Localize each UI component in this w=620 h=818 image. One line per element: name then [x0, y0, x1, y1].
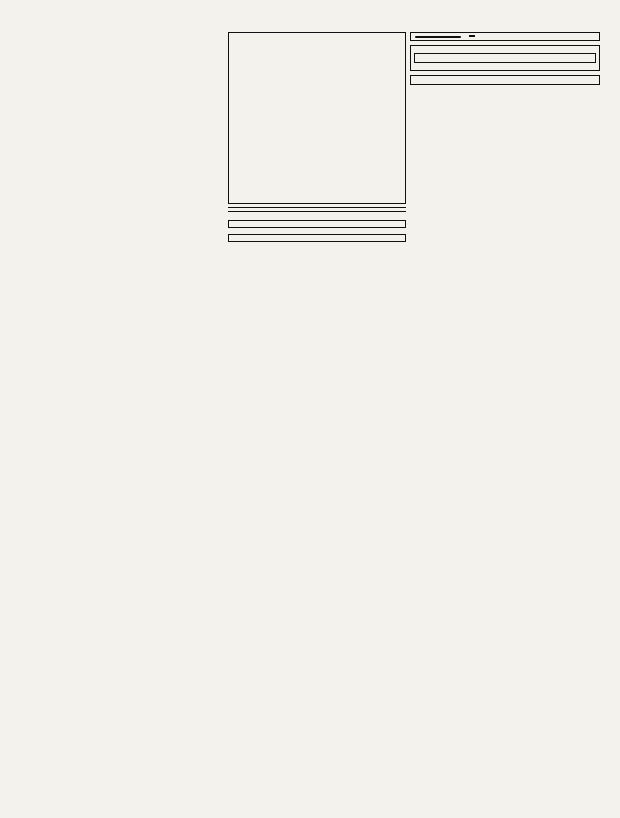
tv-programs-box: [410, 45, 600, 71]
crossword-column: [228, 28, 406, 242]
sator-label: [415, 36, 461, 38]
divider: [228, 207, 406, 208]
tv-column: [410, 28, 600, 85]
radio-column: [48, 28, 223, 31]
divider: [228, 211, 406, 212]
tv-rental-ad: [228, 220, 406, 228]
gane-ad: [228, 234, 406, 242]
vanguard-ad: [414, 53, 596, 63]
ocasion-ad: [410, 75, 600, 85]
crossword-grid-wrap: [232, 39, 402, 199]
sator-title: [469, 35, 475, 37]
sator-ad: [410, 32, 600, 41]
crossword-box: [228, 32, 406, 204]
